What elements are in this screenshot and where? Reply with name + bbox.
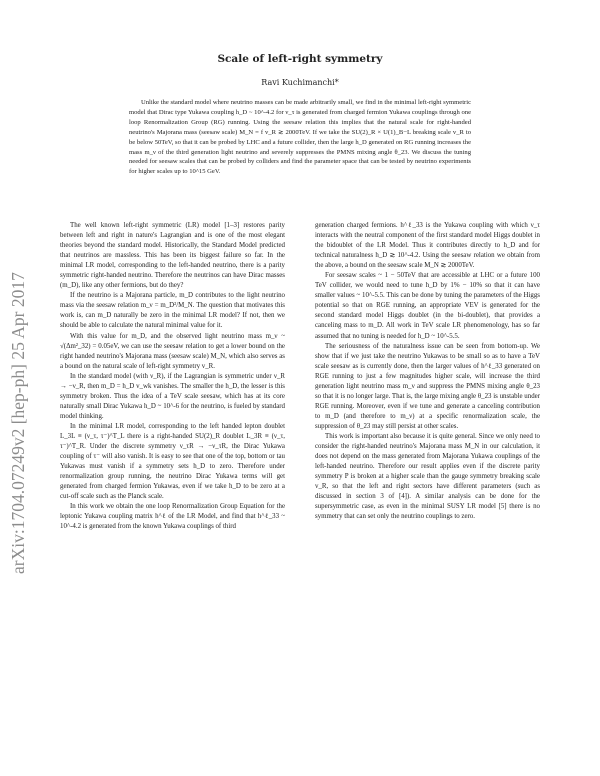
body-paragraph: This work is important also because it is quite general. Since we only need to consider the right-handed neutrino's Majorana mass M_N in our calculation, it does not depend on the mass generated from Majorana Yukawa couplings of the left-handed neutrino. Therefore our result applies even if the discrete parity symmetry P is broken at a higher scale than the gauge symmetry breaking scale v_R, so that the left and right sectors have different parameters (such as discussed in section 3 of [4]). A similar analysis can be done for the supersymmetric case, as even in the minimal SUSY LR model [5] there is no symmetry that can set only the neutrino couplings to zero. xyxy=(315,432,540,521)
abstract xyxy=(129,98,471,177)
arxiv-identifier: arXiv:1704.07249v2 [hep-ph] 25 Apr 2017 xyxy=(8,272,28,574)
right-column xyxy=(315,221,540,522)
body-paragraph: In the standard model (with ν_R), if the Lagrangian is symmetric under ν_R → −ν_R, then m_D = h_D v_wk vanishes. The smaller the h_D, the lesser is this symmetry broken. Thus the idea of a TeV scale seesaw, which has at its core naturally small Dirac Yukawa h_D ~ 10^-6 for the neutrino, is fueled by standard model thinking. xyxy=(60,372,285,420)
paper-title: Scale of left-right symmetry xyxy=(217,53,383,65)
body-paragraph: The seriousness of the naturalness issue can be seen from bottom-up. We show that if we just take the neutrino Yukawas to be small so as to have a TeV scale seesaw as is currently done, then the larger values of h^ℓ_33 generated on RGE running to just a few magnitudes higher scale, will increase the third generation light neutrino mass m_ν and suppress the PMNS mixing angle θ_23 so that it is no longer large. That is, the large mixing angle θ_23 is unstable under RGE running. Moreover, even if we tune and generate a canceling contribution to m_D (and therefore to m_ν) at a specific renormalization scale, the suppression of θ_23 may still persist at other scales. xyxy=(315,342,540,430)
body-paragraph: If the neutrino is a Majorana particle, m_D contributes to the light neutrino mass via the seesaw relation m_ν = m_D²/M_N. The question that motivates this work is, can m_D naturally be zero in the minimal LR model? If not, then we should be able to calculate the natural minimal value for it. xyxy=(60,292,285,330)
body-paragraph: The well known left-right symmetric (LR) model [1–3] restores parity between left and right in nature's Lagrangian and is one of the most elegant theories beyond the standard model. Historically, the Standard Model predicted that neutrinos are massless. This has been its biggest failure so far. In the minimal LR model, corresponding to the left-handed neutrino, there is a parity symmetric right-handed neutrino. Therefore the neutrinos can have Dirac masses (m_D), like any other fermions, but do they? xyxy=(60,222,285,290)
body-paragraph: For seesaw scales ~ 1 − 50TeV that are accessible at LHC or a future 100 TeV collider, we would need to tune h_D by 1% − 10% so that it can have smaller values ~ 10^-5.5. This can be done by tuning the parameters of the Higgs potential so that on RGE running, an appropriate VEV is generated for the second standard model Higgs doublet (in the bi-doublet), that provides a canceling mass to m_D. All work in TeV scale LR phenomenology, has so far assumed that no tuning is needed for h_D ~ 10^-5.5. xyxy=(315,272,540,340)
abstract-text: Unlike the standard model where neutrino masses can be made arbitrarily small, we find in the minimal left-right symmetric model that Dirac type Yukawa coupling h_D ~ 10^-4.2 for ν_τ is generated from charged fermion Yukawa couplings through one loop Renormalization Group (RG) running. Using the seesaw relation this implies that the natural scale for right-handed neutrino's Majorana mass (seesaw scale) M_N = f v_R ≳ 2000TeV. If we take the SU(2)_R × U(1)_B−L breaking scale v_R to be below 50TeV, so that it can be probed by LHC and a future collider, then the large h_D generated on RG running increases the mass m_ν of the third generation light neutrino and severely suppresses the PMNS mixing angle θ_23. We discuss the tuning needed for seesaw scales that can be probed by colliders and find the parameter space that can be tested by neutrino experiments for higher scales up to 10^15 GeV. xyxy=(129,99,471,176)
body-paragraph: With this value for m_D, and the observed light neutrino mass m_ν ~ √(Δm²_32) = 0.05eV, we can use the seesaw relation to get a lower bound on the right handed neutrino's Majorana mass (seesaw scale) M_N, which also serves as a bound on the natural scale of left-right symmetry v_R. xyxy=(60,332,285,370)
body-paragraph: In this work we obtain the one loop Renormalization Group Equation for the leptonic Yukawa coupling matrix h^ℓ of the LR Model, and find that h^ℓ_33 ~ 10^-4.2 is generated from the known Yukawa couplings of third xyxy=(60,503,285,531)
body-paragraph: generation charged fermions. h^ℓ_33 is the Yukawa coupling with which ν_τ interacts with the neutral component of the first standard model Higgs doublet in the bidoublet of the LR Model. Thus it contributes directly to h_D and for technical naturalness h_D ≳ 10^-4.2. Using the seesaw relation we obtain from the above, a bound on the seesaw scale M_N ≳ 2000TeV. xyxy=(315,222,540,270)
left-column xyxy=(60,221,285,532)
paper-author: Ravi Kuchimanchi* xyxy=(261,78,339,87)
body-paragraph: In the minimal LR model, corresponding to the left handed lepton doublet L_3L ≡ (ν_τ, τ⁻)^T_L there is a right-handed SU(2)_R doublet L_3R ≡ (ν_τ, τ⁻)^T_R. Under the discrete symmetry ν_τR → −ν_τR, the Dirac Yukawa coupling of τ⁻ will also vanish. It is easy to see that one of the top, bottom or tau Yukawas must vanish if a symmetry sets h_D to zero. Therefore under renormalization group running, the neutrino Dirac Yukawa terms will get generated from charged fermion Yukawas, even if we take h_D to be zero at a cut-off scale such as the Planck scale. xyxy=(60,422,285,501)
